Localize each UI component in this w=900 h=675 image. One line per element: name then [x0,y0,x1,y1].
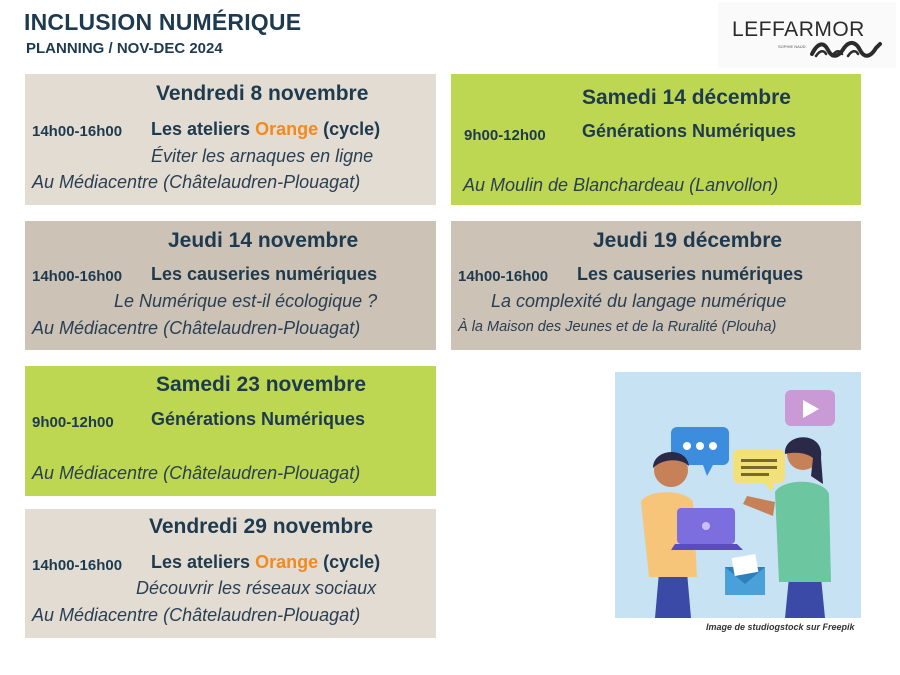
logo-tagline: SOPHIE NAUD [778,44,806,49]
event-date: Samedi 23 novembre [156,373,367,396]
event-card-nov-29 [25,509,436,638]
event-title: Les causeries numériques [151,264,378,284]
event-place: Au Médiacentre (Châtelaudren-Plouagat) [32,318,361,338]
event-date: Vendredi 8 novembre [156,82,369,105]
event-title: Les ateliers Orange (cycle) [151,119,381,139]
event-place: Au Moulin de Blanchardeau (Lanvollon) [463,175,779,195]
event-card-dec-19 [451,221,861,350]
orange-highlight: Orange [255,552,319,572]
image-credit: Image de studiogstock sur Freepik [706,622,855,632]
event-time: 14h00-16h00 [458,268,549,285]
event-time: 9h00-12h00 [32,414,114,431]
event-place: Au Médiacentre (Châtelaudren-Plouagat) [32,463,361,483]
event-card-nov-8 [25,74,436,205]
event-topic: Découvrir les réseaux sociaux [136,578,377,598]
event-place: Au Médiacentre (Châtelaudren-Plouagat) [32,605,361,625]
event-place: Au Médiacentre (Châtelaudren-Plouagat) [32,172,361,192]
event-card-dec-14 [451,74,861,205]
page-subtitle: PLANNING / NOV-DEC 2024 [26,40,223,57]
event-topic: Le Numérique est-il écologique ? [114,291,378,311]
event-time: 14h00-16h00 [32,123,123,140]
logo-name: LEFFARMOR [732,18,865,41]
event-title: Générations Numériques [582,121,797,141]
orange-highlight: Orange [255,119,319,139]
event-title: Les ateliers Orange (cycle) [151,552,381,572]
event-time: 9h00-12h00 [464,127,546,144]
event-time: 14h00-16h00 [32,268,123,285]
event-card-nov-14 [25,221,436,350]
event-title: Les causeries numériques [577,264,804,284]
event-topic: Éviter les arnaques en ligne [151,146,374,166]
waves-icon [810,38,882,60]
event-date: Vendredi 29 novembre [149,515,374,538]
event-card-nov-23 [25,366,436,496]
people-with-laptop-chat-illustration [615,372,861,618]
event-date: Samedi 14 décembre [582,86,791,109]
event-title: Générations Numériques [151,409,366,429]
leffarmor-logo [718,2,896,68]
page-title: INCLUSION NUMÉRIQUE [24,9,302,35]
event-topic: La complexité du langage numérique [491,291,787,311]
event-date: Jeudi 19 décembre [593,229,783,252]
event-time: 14h00-16h00 [32,557,123,574]
event-date: Jeudi 14 novembre [168,229,359,252]
event-place: À la Maison des Jeunes et de la Ruralité (Plouha) [458,319,777,335]
